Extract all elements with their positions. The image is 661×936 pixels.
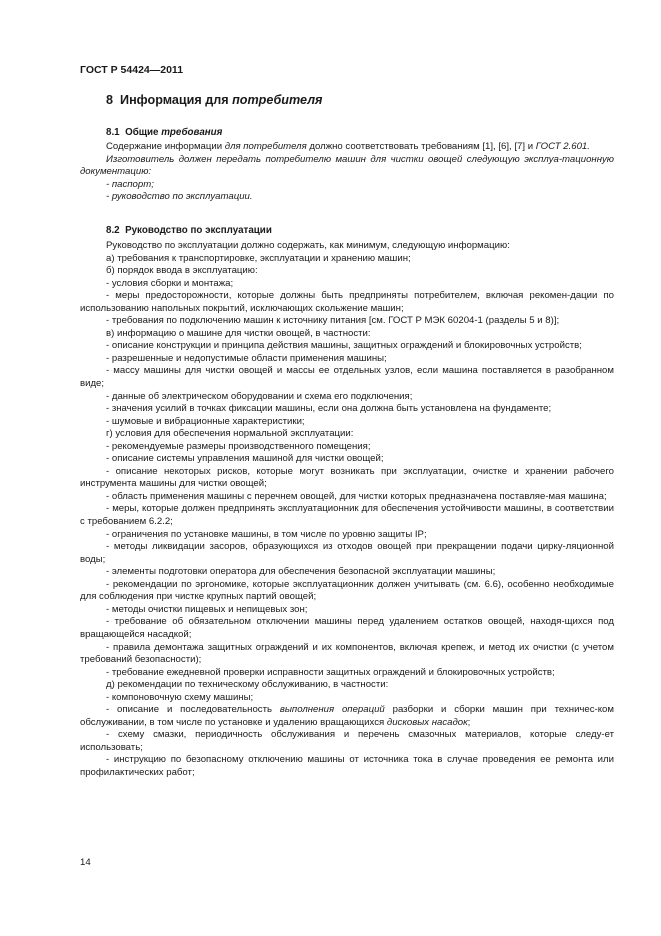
list-item: - требования по подключению машин к источнику питания [см. ГОСТ Р МЭК 60204-1 (разделы 5 и 8)];: [106, 315, 560, 327]
list-item: - данные об электрическом оборудовании и схема его подключения;: [106, 390, 413, 402]
page-number: 14: [80, 857, 91, 868]
list-item: в) информацию о машине для чистки овощей, в частности:: [106, 327, 371, 339]
list-item: - описание некоторых рисков, которые могут возникать при эксплуатации, очистке и хранении рабочего инструмента машины для чистки овощей;: [80, 465, 614, 490]
list-item: а) требования к транспортировке, эксплуатации и хранению машин;: [106, 252, 411, 264]
list-item: - требование ежедневной проверки исправности защитных ограждений и блокировочных устройств;: [106, 666, 555, 678]
list-item: - инструкцию по безопасному отключению машины от источника тока в случае проведения ее ремонта или профилактических работ;: [80, 754, 614, 778]
list-item: - требование об обязательном отключении машины перед удалением остатков овощей, находя-щихся под вращающейся насадкой;: [80, 616, 614, 640]
list-item: - меры предосторожности, которые должны быть предприняты потребителем, включая рекомен-дации по использованию напольных покрытий, исключающих скольжение машин;: [80, 290, 614, 314]
list-item: - паспорт;: [106, 178, 154, 190]
list-item: - методы очистки пищевых и непищевых зон;: [106, 603, 308, 615]
paragraph: Изготовитель должен передать потребителю машин для чистки овощей следующую эксплуа-тационную документацию:: [80, 153, 614, 178]
list-item: - шумовые и вибрационные характеристики;: [106, 415, 305, 427]
list-item: - схему смазки, периодичность обслуживания и перечень смазочных материалов, которые следу-ет использовать;: [80, 729, 614, 753]
list-item: - компоновочную схему машины;: [106, 691, 254, 703]
list-item: - массу машины для чистки овощей и массы ее отдельных узлов, если машина поставляется в разобранном виде;: [80, 365, 614, 390]
subsection-8-1-title: 8.1 Общие требования: [106, 127, 223, 138]
list-item: - описание и последовательность выполнения операций разборки и сборки машин при техничес-ком обслуживании, в том числе по установке и удалению вращающихся дисковых насадок;: [80, 704, 614, 728]
list-item: б) порядок ввода в эксплуатацию:: [106, 265, 258, 277]
list-item: - ограничения по установке машины, в том числе по уровню защиты IP;: [106, 528, 427, 540]
subsection-8-2-body: [80, 240, 614, 780]
list-item: - описание системы управления машиной для чистки овощей;: [106, 453, 384, 465]
list-item: - элементы подготовки оператора для обеспечения безопасной эксплуатации машины;: [106, 566, 496, 578]
standard-header: ГОСТ Р 54424—2011: [80, 64, 184, 76]
list-item: - правила демонтажа защитных ограждений и их компонентов, включая крепеж, и метод их очистки (с учетом требований безопасности);: [80, 641, 614, 666]
list-item: - рекомендуемые размеры производственного помещения;: [106, 440, 371, 452]
list-item: - руководство по эксплуатации.: [106, 191, 253, 203]
list-item: - меры, которые должен предпринять эксплуатационник для обеспечения устойчивости машины, в соответствии с требованием 6.2.2;: [80, 503, 614, 528]
list-item: - разрешенные и недопустимые области применения машины;: [106, 352, 387, 364]
list-item: - значения усилий в точках фиксации машины, если она должна быть установлена на фундаменте;: [106, 403, 552, 415]
list-item: - методы ликвидации засоров, образующихся из отходов овощей при прекращении подачи цирку-ляционной воды;: [80, 541, 614, 565]
list-item: - условия сборки и монтажа;: [106, 277, 234, 289]
list-item: - рекомендации по эргономике, которые эксплуатационник должен учитывать (см. 6.6), особенно необходимые для соблюдения при чистке крупных партий овощей;: [80, 578, 614, 603]
subsection-8-1-body: [80, 141, 614, 204]
section-8-title: 8 Информация для потребителя: [106, 93, 323, 107]
list-item: - область применения машины с перечнем овощей, для чистки которых предназначена поставляе-мая машина;: [106, 490, 607, 502]
list-item: Руководство по эксплуатации должно содержать, как минимум, следующую информацию:: [106, 240, 510, 251]
subsection-8-2-title: 8.2 Руководство по эксплуатации: [106, 225, 272, 236]
list-item: д) рекомендации по техническому обслуживанию, в частности:: [106, 679, 389, 691]
list-item: - описание конструкции и принципа действия машины, защитных ограждений и блокировочных устройств;: [106, 340, 582, 352]
paragraph: Содержание информации для потребителя должно соответствовать требованиям [1], [6], [7] и ГОСТ 2.601.: [106, 141, 590, 152]
list-item: г) условия для обеспечения нормальной эксплуатации:: [106, 428, 354, 440]
